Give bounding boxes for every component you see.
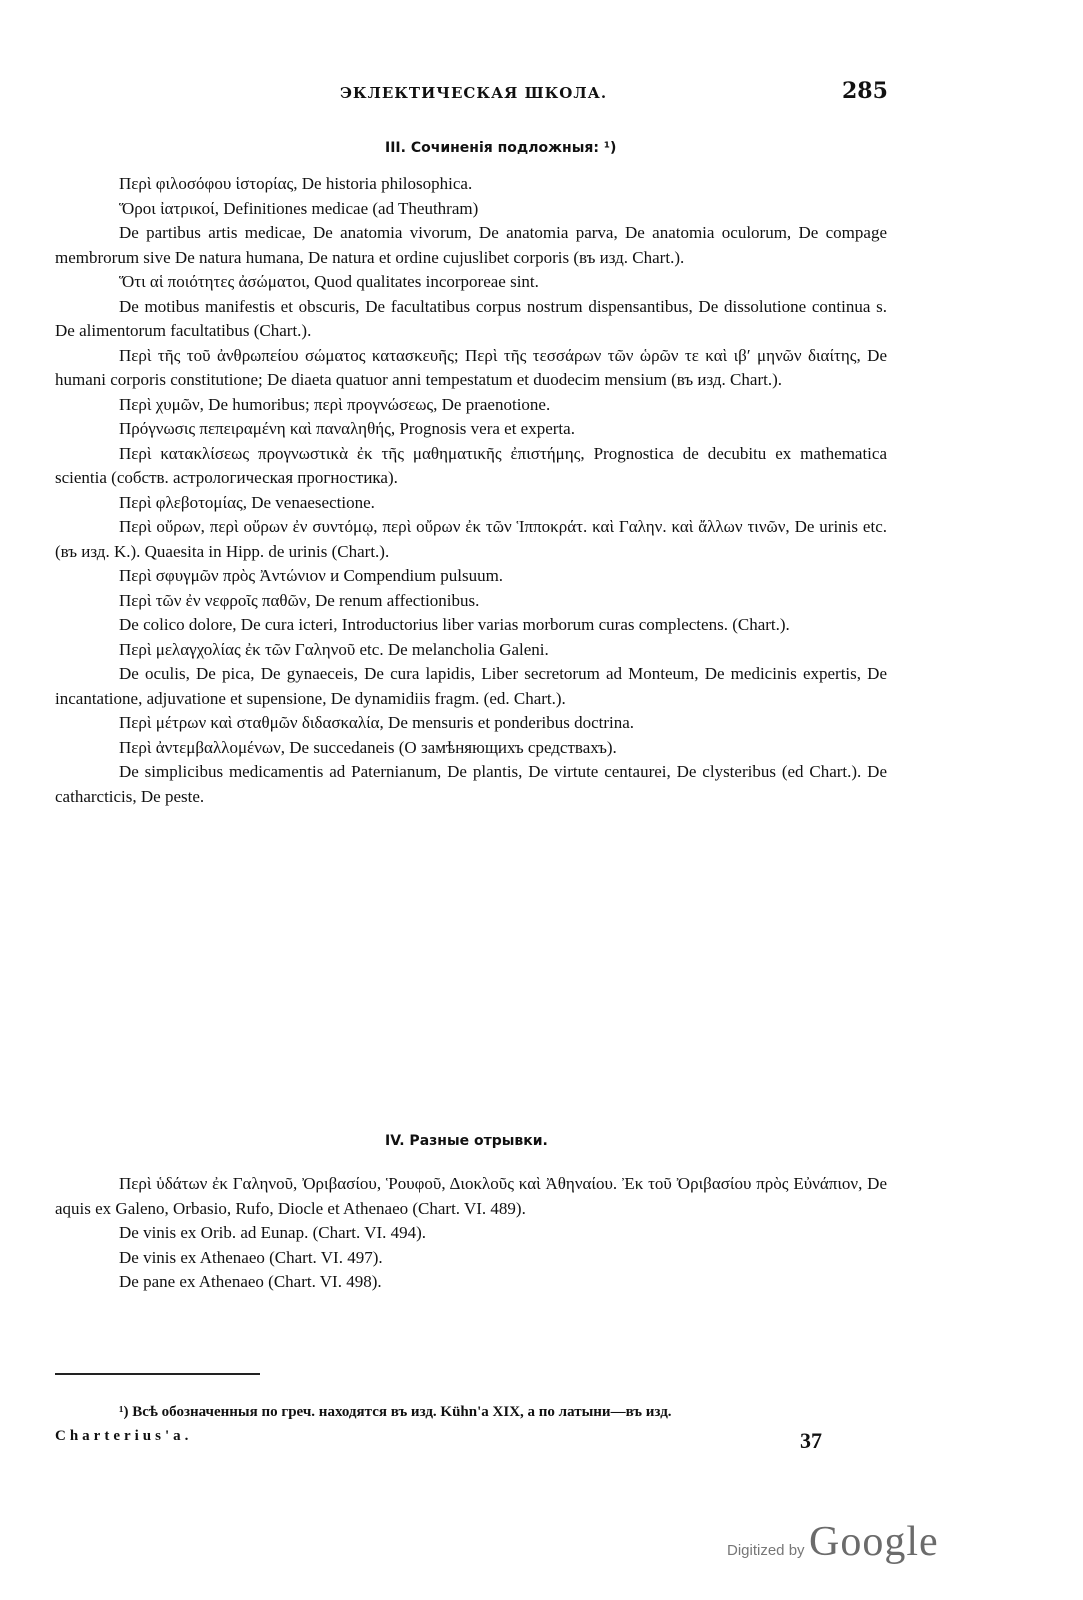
entry-paragraph: De pane ex Athenaeo (Chart. VI. 498).: [119, 1272, 382, 1291]
page-number: 285: [842, 78, 888, 104]
entry-paragraph: Περὶ τῶν ἐν νεφροῖς παθῶν, De renum affectionibus.: [119, 590, 480, 610]
watermark-prefix: Digitized by: [727, 1542, 805, 1559]
entry-paragraph: De oculis, De pica, De gynaeceis, De cura lapidis, Liber secretorum ad Monteum, De medicinis expertis, De incantatione, adjuvatione et supensione, De dynamidiis fragm. (ed. Chart.).: [55, 664, 887, 708]
footnote: [55, 1400, 887, 1448]
entry-paragraph: Ὅτι αἱ ποιότητες ἀσώματοι, Quod qualitates incorporeae sint.: [119, 272, 539, 291]
entry-paragraph: Περὶ σφυγμῶν πρὸς Ἀντώνιον и Compendium pulsuum.: [119, 566, 504, 585]
entry-paragraph: De simplicibus medicamentis ad Paternianum, De plantis, De virtute centaurei, De clysteribus (ed Chart.). De catharcticis, De peste.: [55, 762, 887, 806]
google-logo: Google: [809, 1519, 939, 1565]
entry-paragraph: Ὅροι ἰατρικοί, Definitiones medicae (ad Theuthram): [119, 198, 479, 218]
entry-paragraph: Περὶ μέτρων καὶ σταθμῶν διδασκαλία, De mensuris et ponderibus doctrina.: [119, 713, 635, 732]
entry-paragraph: Περὶ φλεβοτομίας, De venaesectione.: [119, 492, 375, 512]
entry-paragraph: Πρόγνωσις πεπειραμένη καὶ παναληθής, Prognosis vera et experta.: [119, 419, 575, 438]
entry-paragraph: De motibus manifestis et obscuris, De facultatibus corpus nostrum dispensantibus, De dissolutione continua s. De alimentorum facultatibus (Chart.).: [55, 296, 887, 340]
google-watermark: [727, 1518, 939, 1566]
entry-paragraph: De vinis ex Athenaeo (Chart. VI. 497).: [119, 1247, 383, 1267]
section-heading-4: IV. Разные отрывки.: [385, 1133, 548, 1149]
section-3-body: [55, 172, 887, 809]
footnote-text: ¹) Всѣ обозначенныя по греч. находятся въ изд. Kühn'a XIX, а по латыни—въ изд.: [119, 1404, 672, 1420]
entry-paragraph: De colico dolore, De cura icteri, Introductorius liber varias morborum curas complectens. (Chart.).: [119, 615, 790, 634]
footnote-text-continued: Charterius'a.: [55, 1428, 193, 1444]
entry-paragraph: Περὶ οὔρων, περὶ οὔρων ἐν συντόμῳ, περὶ οὔρων ἐκ τῶν Ἱπποκράτ. καὶ Γαλην. καὶ ἄλλων τινῶν, De urinis etc. (въ изд. K.). Quaesita in Hipp. de urinis (Chart.).: [55, 517, 887, 561]
entry-paragraph: De partibus artis medicae, De anatomia vivorum, De anatomia parva, De anatomia oculorum, De compage membrorum sive De natura humana, De natura et ordine cujuslibet corporis (въ изд. Chart.).: [55, 223, 887, 267]
entry-paragraph: Περὶ ἀντεμβαλλομένων, De succedaneis (О замѣняющихъ средствахъ).: [119, 737, 617, 757]
section-heading-3: III. Сочиненія подложныя: ¹): [385, 140, 617, 156]
running-head: ЭКЛЕКТИЧЕСКАЯ ШКОЛА.: [340, 84, 608, 102]
entry-paragraph: Περὶ χυμῶν, De humoribus; περὶ προγνώσεως, De praenotione.: [119, 394, 551, 414]
entry-paragraph: Περὶ μελαγχολίας ἐκ τῶν Γαληνοῦ etc. De melancholia Galeni.: [119, 639, 549, 659]
entry-paragraph: De vinis ex Orib. ad Eunap. (Chart. VI. 494).: [119, 1223, 427, 1242]
section-4-body: [55, 1172, 887, 1295]
entry-paragraph: Περὶ φιλοσόφου ἱστορίας, De historia philosophica.: [119, 174, 473, 193]
entry-paragraph: Περὶ τῆς τοῦ ἀνθρωπείου σώματος κατασκευῆς; Περὶ τῆς τεσσάρων τῶν ὡρῶν τε καὶ ιβʹ μηνῶν διαίτης, De humani corporis constitutione; De diaeta quatuor anni tempestatum et duodecim mensium (въ изд. Chart.).: [55, 345, 887, 389]
entry-paragraph: Περὶ ὑδάτων ἐκ Γαληνοῦ, Ὀριβασίου, Ῥουφοῦ, Διοκλοῦς καὶ Ἀθηναίου. Ἐκ τοῦ Ὀριβασίου πρὸς Εὐνάπιον, De aquis ex Galeno, Orbasio, Rufo, Diocle et Athenaeo (Chart. VI. 489).: [55, 1174, 887, 1218]
signature-mark: 37: [800, 1428, 822, 1453]
footnote-rule: [55, 1373, 260, 1375]
entry-paragraph: Περὶ κατακλίσεως προγνωστικὰ ἐκ τῆς μαθηματικῆς ἐπιστήμης, Prognostica de decubitu ex mathematica scientia (собств. астрологическая прогностика).: [55, 443, 887, 487]
